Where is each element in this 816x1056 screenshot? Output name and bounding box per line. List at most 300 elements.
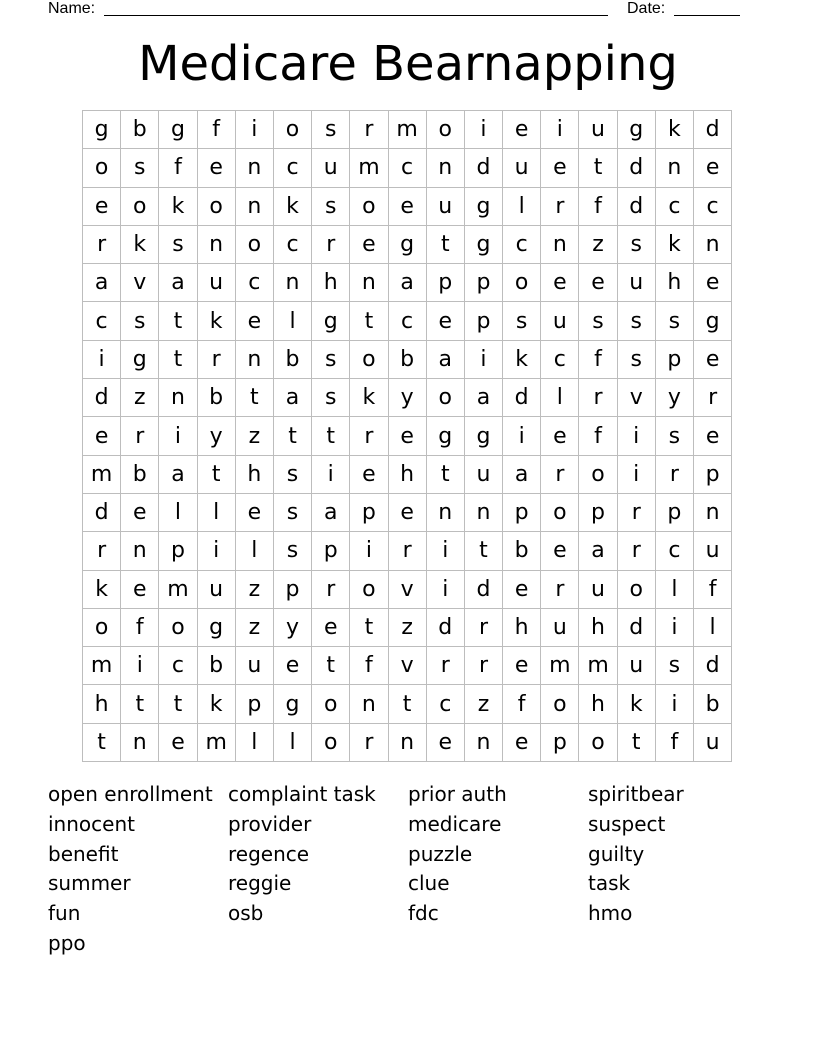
grid-cell[interactable]: a [579, 532, 617, 570]
grid-cell[interactable]: b [694, 685, 732, 723]
grid-cell[interactable]: o [121, 187, 159, 225]
grid-cell[interactable]: t [312, 647, 350, 685]
grid-cell[interactable]: l [159, 493, 197, 531]
grid-cell[interactable]: n [694, 225, 732, 263]
grid-cell[interactable]: r [350, 723, 388, 761]
grid-cell[interactable]: p [273, 570, 311, 608]
grid-cell[interactable]: u [579, 111, 617, 149]
grid-row [83, 570, 732, 608]
grid-cell[interactable]: e [388, 493, 426, 531]
grid-cell[interactable]: n [694, 493, 732, 531]
grid-cell[interactable]: p [503, 493, 541, 531]
grid-cell[interactable]: r [197, 340, 235, 378]
grid-cell[interactable]: t [426, 455, 464, 493]
grid-cell[interactable]: n [235, 187, 273, 225]
grid-cell[interactable]: e [312, 608, 350, 646]
grid-cell[interactable]: c [83, 302, 121, 340]
grid-row [83, 149, 732, 187]
grid-cell[interactable]: m [83, 647, 121, 685]
grid-cell[interactable]: e [694, 340, 732, 378]
grid-cell[interactable]: z [235, 417, 273, 455]
grid-cell[interactable]: p [350, 493, 388, 531]
grid-cell[interactable]: z [464, 685, 502, 723]
grid-cell[interactable]: u [541, 302, 579, 340]
grid-cell[interactable]: d [617, 608, 655, 646]
grid-cell[interactable]: i [197, 532, 235, 570]
grid-cell[interactable]: e [197, 149, 235, 187]
grid-cell[interactable]: u [617, 647, 655, 685]
grid-cell[interactable]: s [617, 225, 655, 263]
grid-cell[interactable]: p [312, 532, 350, 570]
grid-cell[interactable]: u [464, 455, 502, 493]
grid-cell[interactable]: v [388, 647, 426, 685]
grid-cell[interactable]: r [426, 647, 464, 685]
grid-cell[interactable]: m [541, 647, 579, 685]
grid-cell[interactable]: r [464, 647, 502, 685]
grid-cell[interactable]: k [83, 570, 121, 608]
grid-cell[interactable]: c [503, 225, 541, 263]
grid-cell[interactable]: r [312, 225, 350, 263]
grid-cell[interactable]: m [83, 455, 121, 493]
grid-cell[interactable]: i [350, 532, 388, 570]
grid-cell[interactable]: z [121, 379, 159, 417]
grid-cell[interactable]: t [388, 685, 426, 723]
grid-cell[interactable]: n [541, 225, 579, 263]
grid-cell[interactable]: n [426, 149, 464, 187]
grid-cell[interactable]: v [388, 570, 426, 608]
grid-cell[interactable]: c [159, 647, 197, 685]
grid-cell[interactable]: d [83, 493, 121, 531]
grid-cell[interactable]: g [312, 302, 350, 340]
grid-cell[interactable]: k [617, 685, 655, 723]
grid-cell[interactable]: h [388, 455, 426, 493]
grid-cell[interactable]: s [273, 493, 311, 531]
grid-cell[interactable]: n [655, 149, 693, 187]
grid-cell[interactable]: m [159, 570, 197, 608]
grid-cell[interactable]: i [655, 685, 693, 723]
grid-cell[interactable]: d [426, 608, 464, 646]
grid-cell[interactable]: a [312, 493, 350, 531]
grid-cell[interactable]: s [312, 187, 350, 225]
grid-cell[interactable]: c [235, 264, 273, 302]
grid-cell[interactable]: i [121, 647, 159, 685]
grid-cell[interactable]: s [273, 532, 311, 570]
grid-cell[interactable]: c [694, 187, 732, 225]
grid-cell[interactable]: k [159, 187, 197, 225]
grid-cell[interactable]: h [579, 608, 617, 646]
word-list-item: task [588, 871, 631, 896]
grid-cell[interactable]: o [541, 685, 579, 723]
grid-cell[interactable]: c [273, 225, 311, 263]
grid-cell[interactable]: d [464, 149, 502, 187]
grid-cell[interactable]: s [617, 340, 655, 378]
grid-cell[interactable]: o [312, 685, 350, 723]
grid-cell[interactable]: e [388, 187, 426, 225]
grid-cell[interactable]: k [655, 225, 693, 263]
grid-row [83, 264, 732, 302]
grid-cell[interactable]: l [503, 187, 541, 225]
grid-cell[interactable]: e [121, 493, 159, 531]
grid-cell[interactable]: h [579, 685, 617, 723]
grid-cell[interactable]: f [197, 111, 235, 149]
grid-cell[interactable]: b [197, 647, 235, 685]
grid-cell[interactable]: c [273, 149, 311, 187]
grid-cell[interactable]: o [426, 111, 464, 149]
grid-cell[interactable]: r [83, 225, 121, 263]
grid-cell[interactable]: g [426, 417, 464, 455]
grid-cell[interactable]: g [464, 225, 502, 263]
grid-cell[interactable]: a [503, 455, 541, 493]
grid-cell[interactable]: e [388, 417, 426, 455]
grid-cell[interactable]: n [235, 149, 273, 187]
grid-cell[interactable]: s [579, 302, 617, 340]
grid-cell[interactable]: u [197, 570, 235, 608]
grid-cell[interactable]: s [273, 455, 311, 493]
grid-cell[interactable]: r [388, 532, 426, 570]
grid-cell[interactable]: g [273, 685, 311, 723]
grid-cell[interactable]: o [350, 340, 388, 378]
grid-cell[interactable]: c [541, 340, 579, 378]
grid-cell[interactable]: p [655, 340, 693, 378]
word-list-item: reggie [228, 871, 292, 896]
grid-cell[interactable]: v [617, 379, 655, 417]
grid-cell[interactable]: s [121, 149, 159, 187]
grid-cell[interactable]: d [503, 379, 541, 417]
grid-cell[interactable]: g [617, 111, 655, 149]
grid-cell[interactable]: p [235, 685, 273, 723]
grid-cell[interactable]: t [121, 685, 159, 723]
grid-cell[interactable]: g [83, 111, 121, 149]
grid-cell[interactable]: d [83, 379, 121, 417]
grid-cell[interactable]: i [426, 570, 464, 608]
grid-cell[interactable]: o [83, 608, 121, 646]
grid-cell[interactable]: s [655, 647, 693, 685]
grid-cell[interactable]: g [464, 187, 502, 225]
grid-cell[interactable]: s [312, 379, 350, 417]
grid-cell[interactable]: o [159, 608, 197, 646]
grid-cell[interactable]: r [694, 379, 732, 417]
grid-cell[interactable]: e [694, 417, 732, 455]
grid-cell[interactable]: r [350, 417, 388, 455]
grid-cell[interactable]: n [350, 264, 388, 302]
grid-cell[interactable]: g [197, 608, 235, 646]
grid-cell[interactable]: e [159, 723, 197, 761]
grid-cell[interactable]: r [121, 417, 159, 455]
grid-cell[interactable]: h [503, 608, 541, 646]
grid-cell[interactable]: t [273, 417, 311, 455]
grid-cell[interactable]: o [426, 379, 464, 417]
grid-cell[interactable]: e [83, 417, 121, 455]
grid-cell[interactable]: e [273, 647, 311, 685]
grid-cell[interactable]: t [159, 302, 197, 340]
grid-cell[interactable]: n [159, 379, 197, 417]
grid-cell[interactable]: u [617, 264, 655, 302]
grid-cell[interactable]: c [426, 685, 464, 723]
grid-cell[interactable]: i [464, 111, 502, 149]
grid-cell[interactable]: n [388, 723, 426, 761]
grid-cell[interactable]: p [694, 455, 732, 493]
grid-cell[interactable]: h [235, 455, 273, 493]
grid-cell[interactable]: a [83, 264, 121, 302]
grid-cell[interactable]: a [426, 340, 464, 378]
grid-cell[interactable]: i [464, 340, 502, 378]
grid-cell[interactable]: g [694, 302, 732, 340]
grid-cell[interactable]: s [312, 111, 350, 149]
grid-cell[interactable]: u [197, 264, 235, 302]
grid-cell[interactable]: u [579, 570, 617, 608]
grid-cell[interactable]: g [388, 225, 426, 263]
grid-cell[interactable]: z [579, 225, 617, 263]
grid-cell[interactable]: e [235, 493, 273, 531]
grid-cell[interactable]: l [273, 302, 311, 340]
grid-cell[interactable]: i [312, 455, 350, 493]
word-list-item: fdc [408, 901, 439, 926]
grid-cell[interactable]: i [541, 111, 579, 149]
grid-cell[interactable]: m [197, 723, 235, 761]
grid-cell[interactable]: e [235, 302, 273, 340]
grid-cell[interactable]: a [159, 455, 197, 493]
grid-cell[interactable]: t [197, 455, 235, 493]
grid-cell[interactable]: p [541, 723, 579, 761]
grid-cell[interactable]: z [235, 608, 273, 646]
grid-cell[interactable]: f [579, 340, 617, 378]
grid-cell[interactable]: p [655, 493, 693, 531]
grid-cell[interactable]: e [694, 264, 732, 302]
grid-cell[interactable]: o [273, 111, 311, 149]
grid-cell[interactable]: k [503, 340, 541, 378]
grid-cell[interactable]: r [579, 379, 617, 417]
grid-cell[interactable]: u [503, 149, 541, 187]
grid-cell[interactable]: t [83, 723, 121, 761]
grid-cell[interactable]: a [388, 264, 426, 302]
grid-cell[interactable]: t [617, 723, 655, 761]
grid-cell[interactable]: c [655, 532, 693, 570]
grid-cell[interactable]: r [312, 570, 350, 608]
grid-cell[interactable]: s [655, 302, 693, 340]
grid-cell[interactable]: u [541, 608, 579, 646]
grid-cell[interactable]: i [617, 417, 655, 455]
grid-cell[interactable]: t [350, 302, 388, 340]
grid-cell[interactable]: h [312, 264, 350, 302]
grid-cell[interactable]: u [235, 647, 273, 685]
grid-cell[interactable]: f [694, 570, 732, 608]
grid-cell[interactable]: d [694, 111, 732, 149]
grid-cell[interactable]: a [273, 379, 311, 417]
grid-cell[interactable]: l [655, 570, 693, 608]
grid-cell[interactable]: b [121, 455, 159, 493]
grid-cell[interactable]: m [388, 111, 426, 149]
grid-cell[interactable]: e [503, 723, 541, 761]
grid-cell[interactable]: r [541, 570, 579, 608]
grid-cell[interactable]: z [235, 570, 273, 608]
grid-cell[interactable]: a [159, 264, 197, 302]
grid-cell[interactable]: i [503, 417, 541, 455]
grid-cell[interactable]: t [312, 417, 350, 455]
grid-cell[interactable]: t [235, 379, 273, 417]
grid-cell[interactable]: o [350, 570, 388, 608]
grid-cell[interactable]: n [426, 493, 464, 531]
grid-cell[interactable]: s [312, 340, 350, 378]
grid-cell[interactable]: p [579, 493, 617, 531]
grid-cell[interactable]: k [121, 225, 159, 263]
grid-cell[interactable]: o [541, 493, 579, 531]
grid-cell[interactable]: e [503, 570, 541, 608]
grid-cell[interactable]: o [197, 187, 235, 225]
grid-cell[interactable]: i [426, 532, 464, 570]
grid-cell[interactable]: r [655, 455, 693, 493]
grid-cell[interactable]: m [350, 149, 388, 187]
grid-cell[interactable]: i [159, 417, 197, 455]
grid-cell[interactable]: k [655, 111, 693, 149]
grid-cell[interactable]: e [541, 149, 579, 187]
grid-cell[interactable]: d [464, 570, 502, 608]
grid-cell[interactable]: n [197, 225, 235, 263]
grid-cell[interactable]: d [617, 149, 655, 187]
grid-cell[interactable]: o [83, 149, 121, 187]
grid-cell[interactable]: n [235, 340, 273, 378]
grid-cell[interactable]: f [503, 685, 541, 723]
grid-cell[interactable]: b [503, 532, 541, 570]
grid-cell[interactable]: u [694, 723, 732, 761]
word-list-item: osb [228, 901, 264, 926]
grid-cell[interactable]: e [503, 647, 541, 685]
grid-cell[interactable]: o [312, 723, 350, 761]
grid-cell[interactable]: e [503, 111, 541, 149]
grid-cell[interactable]: e [350, 455, 388, 493]
grid-cell[interactable]: s [617, 302, 655, 340]
grid-cell[interactable]: f [159, 149, 197, 187]
grid-cell[interactable]: u [694, 532, 732, 570]
grid-cell[interactable]: r [464, 608, 502, 646]
grid-cell[interactable]: p [464, 302, 502, 340]
grid-cell[interactable]: k [197, 685, 235, 723]
grid-cell[interactable]: c [388, 149, 426, 187]
grid-cell[interactable]: r [83, 532, 121, 570]
grid-cell[interactable]: f [350, 647, 388, 685]
grid-cell[interactable]: a [464, 379, 502, 417]
grid-cell[interactable]: s [503, 302, 541, 340]
grid-cell[interactable]: o [350, 187, 388, 225]
grid-cell[interactable]: t [350, 608, 388, 646]
grid-cell[interactable]: d [617, 187, 655, 225]
grid-cell[interactable]: y [388, 379, 426, 417]
grid-cell[interactable]: l [197, 493, 235, 531]
grid-cell[interactable]: m [579, 647, 617, 685]
grid-cell[interactable]: f [579, 417, 617, 455]
grid-cell[interactable]: c [388, 302, 426, 340]
grid-cell[interactable]: r [617, 493, 655, 531]
grid-cell[interactable]: n [273, 264, 311, 302]
grid-cell[interactable]: g [464, 417, 502, 455]
grid-cell[interactable]: o [503, 264, 541, 302]
grid-cell[interactable]: p [159, 532, 197, 570]
grid-cell[interactable]: t [464, 532, 502, 570]
page-title: Medicare Bearnapping [138, 36, 678, 92]
grid-cell[interactable]: h [83, 685, 121, 723]
grid-cell[interactable]: f [121, 608, 159, 646]
grid-cell[interactable]: y [197, 417, 235, 455]
grid-cell[interactable]: e [426, 723, 464, 761]
grid-cell[interactable]: p [464, 264, 502, 302]
grid-cell[interactable]: o [579, 455, 617, 493]
grid-cell[interactable]: i [655, 608, 693, 646]
grid-cell[interactable]: o [579, 723, 617, 761]
grid-cell[interactable]: e [694, 149, 732, 187]
grid-cell[interactable]: e [426, 302, 464, 340]
grid-cell[interactable]: o [235, 225, 273, 263]
grid-cell[interactable]: e [350, 225, 388, 263]
grid-cell[interactable]: b [197, 379, 235, 417]
grid-cell[interactable]: b [273, 340, 311, 378]
grid-row [83, 225, 732, 263]
grid-cell[interactable]: n [350, 685, 388, 723]
grid-cell[interactable]: b [388, 340, 426, 378]
grid-cell[interactable]: k [273, 187, 311, 225]
grid-cell[interactable]: r [350, 111, 388, 149]
grid-cell[interactable]: c [655, 187, 693, 225]
grid-cell[interactable]: n [121, 532, 159, 570]
grid-cell[interactable]: s [159, 225, 197, 263]
grid-cell[interactable]: r [617, 532, 655, 570]
grid-cell[interactable]: u [426, 187, 464, 225]
grid-cell[interactable]: f [579, 187, 617, 225]
grid-cell[interactable]: l [235, 723, 273, 761]
grid-cell[interactable]: l [273, 723, 311, 761]
grid-cell[interactable]: e [83, 187, 121, 225]
grid-cell[interactable]: u [312, 149, 350, 187]
grid-cell[interactable]: s [121, 302, 159, 340]
grid-cell[interactable]: e [579, 264, 617, 302]
grid-cell[interactable]: r [541, 187, 579, 225]
grid-cell[interactable]: n [464, 493, 502, 531]
grid-cell[interactable]: y [273, 608, 311, 646]
grid-cell[interactable]: g [121, 340, 159, 378]
grid-cell[interactable]: i [235, 111, 273, 149]
grid-cell[interactable]: k [350, 379, 388, 417]
grid-cell[interactable]: f [655, 723, 693, 761]
grid-cell[interactable]: p [426, 264, 464, 302]
date-blank[interactable] [674, 15, 740, 16]
grid-cell[interactable]: l [694, 608, 732, 646]
grid-cell[interactable]: t [159, 685, 197, 723]
grid-cell[interactable]: e [541, 264, 579, 302]
grid-cell[interactable]: t [159, 340, 197, 378]
grid-cell[interactable]: g [159, 111, 197, 149]
grid-cell[interactable]: o [617, 570, 655, 608]
grid-cell[interactable]: s [655, 417, 693, 455]
grid-cell[interactable]: t [426, 225, 464, 263]
grid-cell[interactable]: z [388, 608, 426, 646]
grid-cell[interactable]: v [121, 264, 159, 302]
grid-cell[interactable]: l [235, 532, 273, 570]
grid-cell[interactable]: y [655, 379, 693, 417]
grid-cell[interactable]: t [579, 149, 617, 187]
grid-cell[interactable]: h [655, 264, 693, 302]
grid-cell[interactable]: n [121, 723, 159, 761]
grid-cell[interactable]: e [541, 417, 579, 455]
name-blank[interactable] [104, 15, 608, 16]
grid-cell[interactable]: b [121, 111, 159, 149]
grid-cell[interactable]: i [617, 455, 655, 493]
grid-cell[interactable]: k [197, 302, 235, 340]
grid-cell[interactable]: n [464, 723, 502, 761]
grid-cell[interactable]: e [541, 532, 579, 570]
grid-cell[interactable]: l [541, 379, 579, 417]
grid-cell[interactable]: d [694, 647, 732, 685]
grid-cell[interactable]: e [121, 570, 159, 608]
grid-cell[interactable]: i [83, 340, 121, 378]
grid-cell[interactable]: r [541, 455, 579, 493]
